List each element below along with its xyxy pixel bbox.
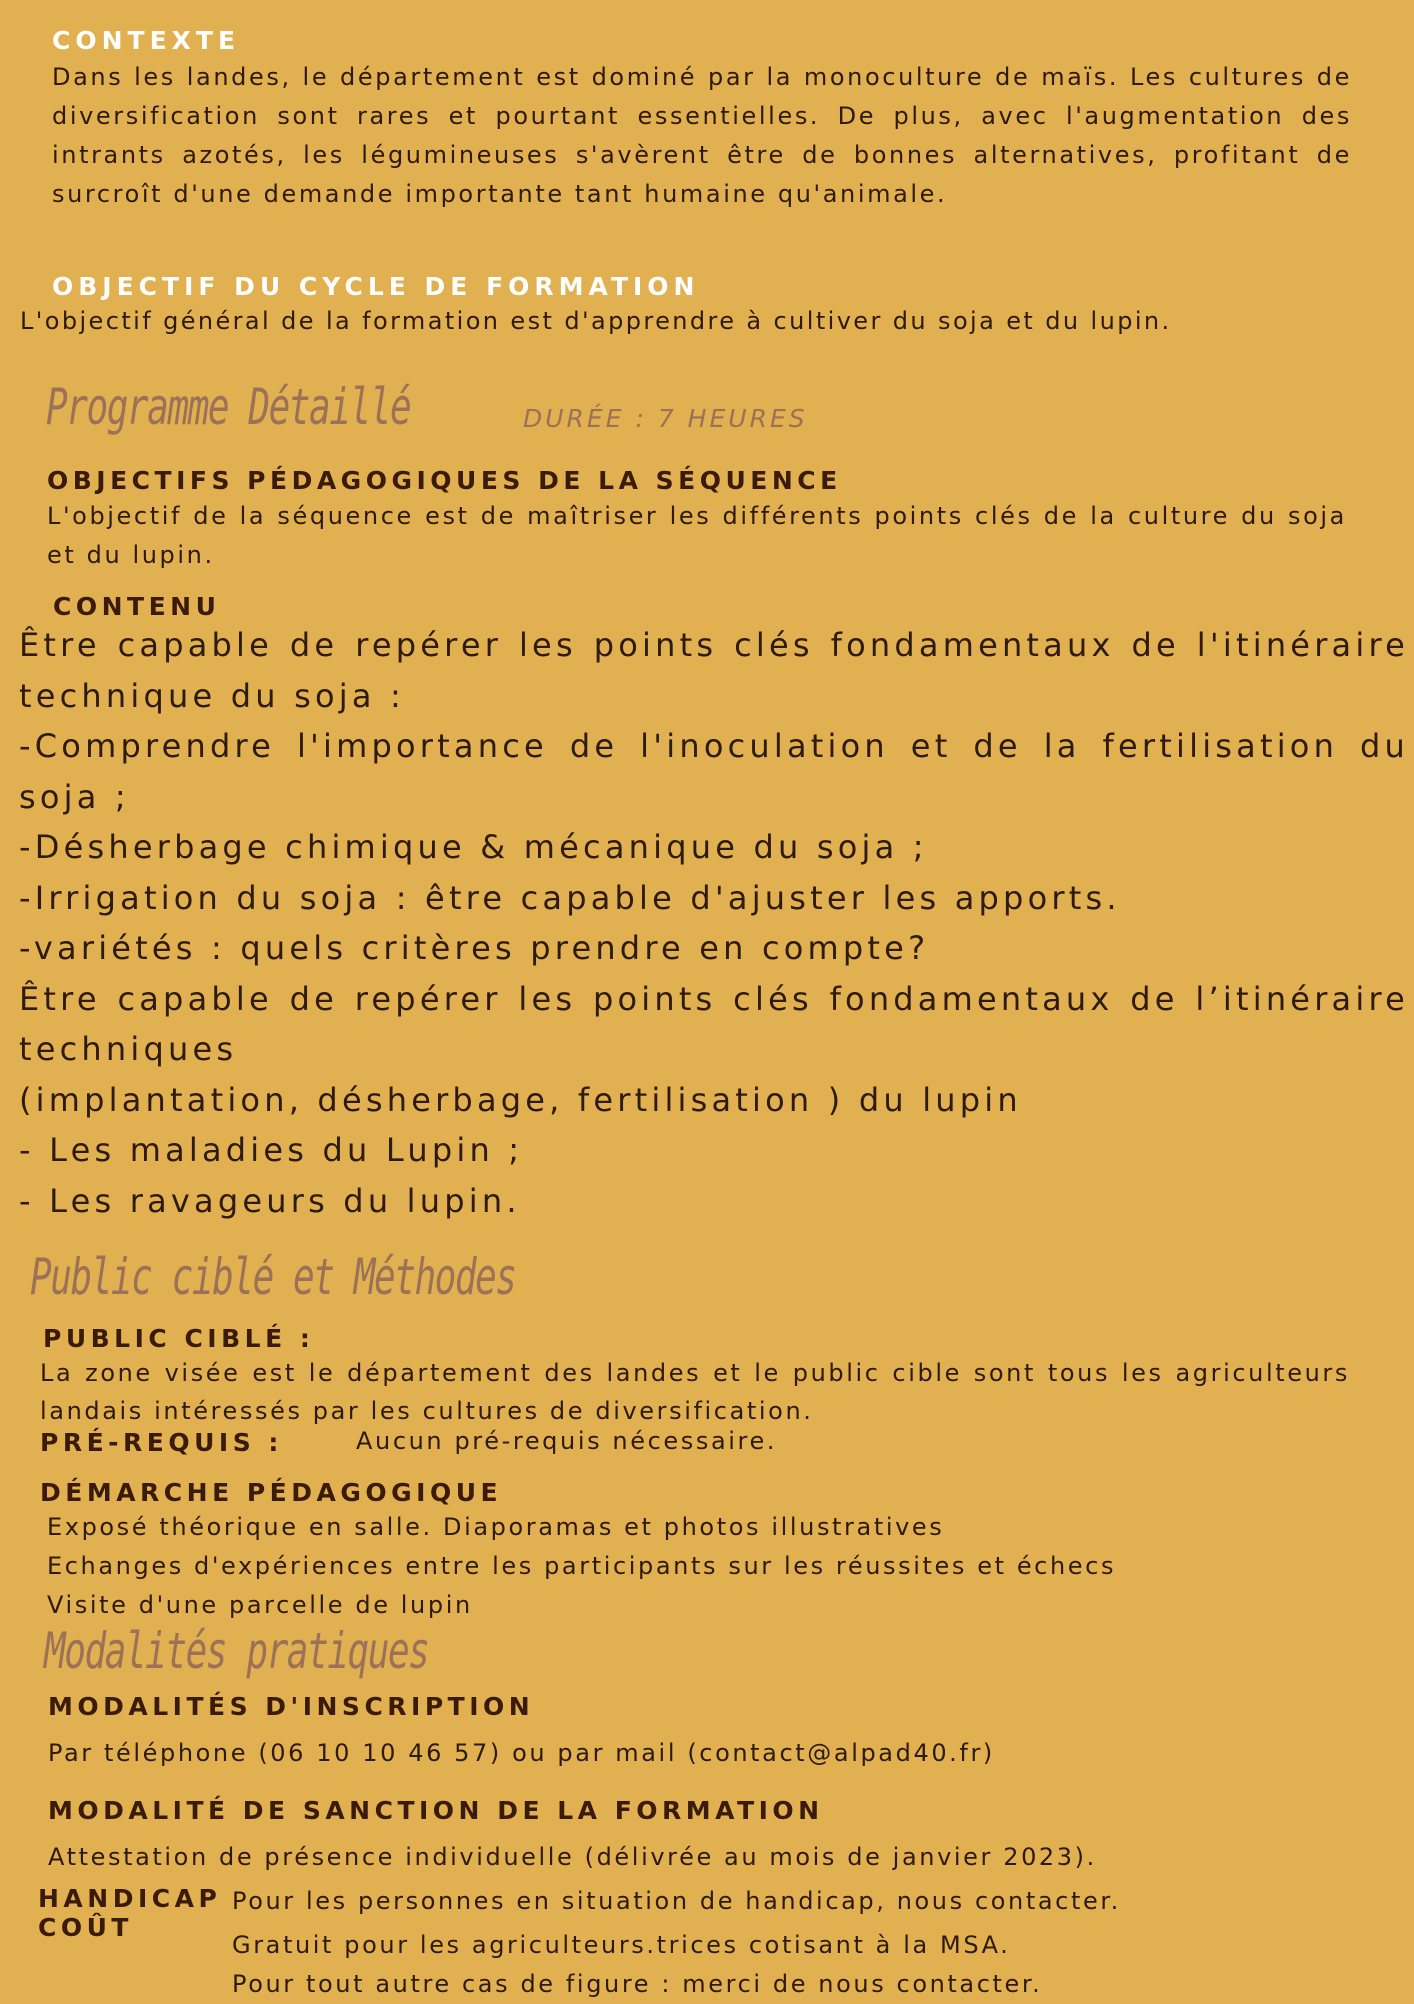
cout-line: Pour tout autre cas de figure : merci de nous contacter. <box>232 1970 1043 1998</box>
sanction-heading: MODALITÉ DE SANCTION DE LA FORMATION <box>48 1796 824 1825</box>
contexte-heading: CONTEXTE <box>52 26 241 55</box>
contenu-item: Être capable de repérer les points clés fondamentaux de l’itinéraire techniques <box>19 979 1409 1068</box>
demarche-item: Exposé théorique en salle. Diaporamas et photos illustratives <box>47 1513 945 1541</box>
handicap-label: HANDICAP <box>38 1884 222 1913</box>
programme-title: Programme Détaillé <box>46 378 411 436</box>
objectif-cycle-heading: OBJECTIF DU CYCLE DE FORMATION <box>52 272 700 301</box>
duree-label: DURÉE : 7 HEURES <box>523 404 808 433</box>
prerequis-label: PRÉ-REQUIS : <box>40 1428 283 1457</box>
contenu-item: -Irrigation du soja : être capable d'ajuster les apports. <box>19 878 1121 917</box>
prerequis-text: Aucun pré-requis nécessaire. <box>356 1427 778 1455</box>
cout-label: COÛT <box>38 1913 133 1942</box>
demarche-item: Echanges d'expériences entre les participants sur les réussites et échecs <box>47 1552 1117 1580</box>
sanction-text: Attestation de présence individuelle (délivrée au mois de janvier 2023). <box>48 1843 1097 1871</box>
contenu-item: -Désherbage chimique & mécanique du soja ; <box>19 828 928 866</box>
demarche-list <box>47 1508 1377 1625</box>
objectifs-pedagogiques-heading: OBJECTIFS PÉDAGOGIQUES DE LA SÉQUENCE <box>47 466 842 495</box>
public-cible-label: PUBLIC CIBLÉ : <box>43 1324 315 1353</box>
contenu-item: - Les ravageurs du lupin. <box>19 1181 521 1220</box>
objectifs-pedagogiques-text: L'objectif de la séquence est de maîtriser les différents points clés de la culture du soja et du lupin. <box>47 502 1347 569</box>
public-cible-text: La zone visée est le département des landes et le public cible sont tous les agriculteurs landais intéressés par les cultures de diversification. <box>40 1359 1350 1425</box>
contenu-item: -Comprendre l'importance de l'inoculation et de la fertilisation du soja ; <box>19 727 1409 816</box>
contexte-text: Dans les landes, le département est dominé par la monoculture de maïs. Les cultures de diversification sont rares et pourtant essentielles. De plus, avec l'augmentation des intrants azotés, les légumineuses s'avèrent être de bonnes alternatives, profitant de surcroît d'une demande importante tant humaine qu'animale. <box>52 63 1352 208</box>
contenu-heading: CONTENU <box>53 592 221 621</box>
cout-line: Gratuit pour les agriculteurs.trices cotisant à la MSA. <box>232 1931 1011 1959</box>
cout-lines <box>232 1926 1042 2004</box>
inscription-heading: MODALITÉS D'INSCRIPTION <box>48 1692 535 1721</box>
contenu-item: - Les maladies du Lupin ; <box>19 1131 524 1169</box>
objectif-cycle-text: L'objectif général de la formation est d'apprendre à cultiver du soja et du lupin. <box>20 307 1172 335</box>
contenu-item: -variétés : quels critères prendre en compte? <box>19 929 930 967</box>
contenu-list <box>19 620 1409 1226</box>
inscription-text: Par téléphone (06 10 10 46 57) ou par mail (contact@alpad40.fr) <box>48 1739 995 1767</box>
handicap-text: Pour les personnes en situation de handicap, nous contacter. <box>232 1887 1121 1915</box>
contenu-item: (implantation, désherbage, fertilisation ) du lupin <box>19 1080 1022 1119</box>
public-methodes-title: Public ciblé et Méthodes <box>30 1248 516 1306</box>
contenu-item: Être capable de repérer les points clés fondamentaux de l'itinéraire technique du soja : <box>19 626 1409 715</box>
demarche-item: Visite d'une parcelle de lupin <box>47 1591 473 1619</box>
demarche-heading: DÉMARCHE PÉDAGOGIQUE <box>40 1478 503 1507</box>
modalites-title: Modalités pratiques <box>44 1622 429 1680</box>
